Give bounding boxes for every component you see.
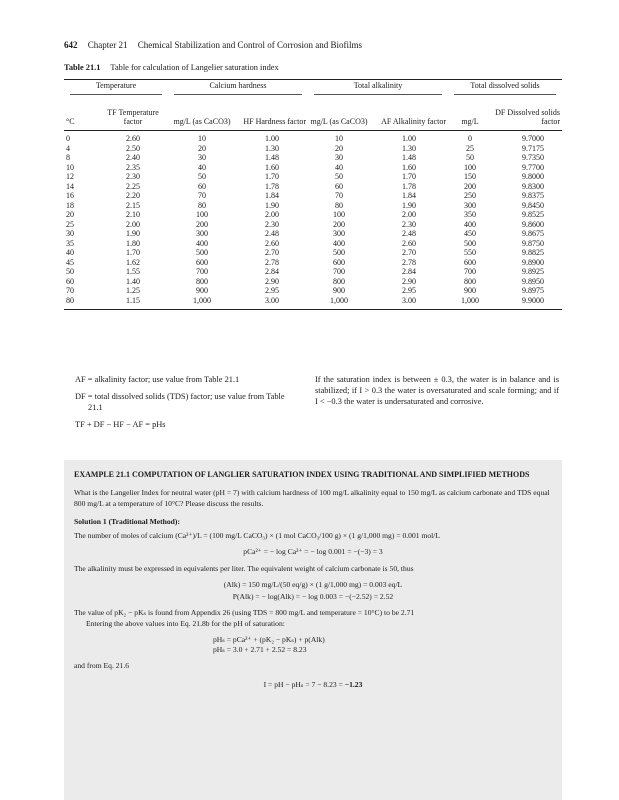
pca-equation: pCa²⁺ = − log Ca²⁺ = − log 0.001 = −(−3) = 3 [243, 547, 383, 557]
table-row [64, 297, 562, 310]
langelier-table [64, 79, 562, 310]
enter-text: Entering the above values into Eq. 21.8b for the pH of saturation: [86, 618, 285, 628]
note-af: AF = alkalinity factor; use value from Table 21.1 [75, 375, 240, 384]
table-cell: 400 [464, 219, 476, 229]
table-cell: 9.9000 [492, 297, 562, 310]
table-cell: 2.15 [126, 200, 140, 210]
table-cell: 1,000 [308, 297, 370, 310]
table-cell: 40 [66, 248, 74, 258]
column-header: mg/L (as CaCO3) [168, 97, 236, 131]
table-cell: 9.8375 [522, 191, 544, 201]
column-header: AF Alkalinity factor [370, 97, 448, 131]
table-cell: 12 [66, 172, 74, 182]
table-cell: 2.90 [402, 276, 416, 286]
table-cell: 2.60 [265, 238, 279, 248]
table-cell: 9.8000 [522, 172, 544, 182]
chapter-title: Chemical Stabilization and Control of Corrosion and Biofilms [137, 40, 362, 50]
table-cell: 10 [335, 134, 343, 144]
table-cell: 1.15 [98, 297, 168, 310]
table-cell: 14 [66, 181, 74, 191]
group-header: Temperature [64, 80, 168, 98]
table-cell: 900 [333, 286, 345, 296]
table-cell: 30 [198, 153, 206, 163]
table-cell: 1.90 [402, 200, 416, 210]
table-cell: 9.7350 [522, 153, 544, 163]
example-box [64, 460, 562, 800]
table-cell: 9.8950 [522, 276, 544, 286]
group-header: Total alkalinity [308, 80, 448, 98]
table-cell: 1.25 [126, 286, 140, 296]
table-cell: 60 [335, 181, 343, 191]
table-cell: 300 [333, 229, 345, 239]
table-cell: 1.78 [265, 181, 279, 191]
table-cell: 9.8450 [522, 200, 544, 210]
table-cell: 1.60 [265, 162, 279, 172]
table-cell: 1.78 [402, 181, 416, 191]
table-cell: 2.40 [126, 153, 140, 163]
table-caption [64, 63, 279, 72]
table-cell: 2.10 [126, 210, 140, 220]
table-cell: 9.8750 [522, 238, 544, 248]
table-cell: 2.60 [402, 238, 416, 248]
table-cell: 9.7000 [522, 134, 544, 144]
table-row [64, 131, 562, 145]
pk-text: The value of pK₂ − pKₛ is found from Appendix 26 (using TDS = 800 mg/L and temperature = 10°C) to be 2.71 [74, 608, 415, 618]
example-question: What is the Langelier Index for neutral water (pH = 7) with calcium hardness of 100 mg/L alkalinity equal to 150 mg/L as calcium carbonate and TDS equal 800 mg/L at a temperature of 10°C? Please discuss the results. [74, 488, 550, 508]
table-cell: 300 [464, 200, 476, 210]
group-header: Total dissolved solids [448, 80, 562, 98]
group-header: Calcium hardness [168, 80, 308, 98]
table-cell: 150 [464, 172, 476, 182]
table-cell: 1.48 [265, 153, 279, 163]
table-cell: 9.8525 [522, 210, 544, 220]
table-cell: 700 [333, 267, 345, 277]
table-cell: 1.48 [402, 153, 416, 163]
table-cell: 40 [335, 162, 343, 172]
table-cell: 550 [464, 248, 476, 258]
table-cell: 80 [64, 297, 98, 310]
table-cell: 1.80 [126, 238, 140, 248]
table-cell: 50 [66, 267, 74, 277]
table-cell: 2.00 [265, 210, 279, 220]
table-cell: 1.00 [265, 134, 279, 144]
solution-heading: Solution 1 (Traditional Method): [74, 516, 180, 526]
table-cell: 2.20 [126, 191, 140, 201]
column-header: mg/L (as CaCO3) [308, 97, 370, 131]
table-cell: 9.8925 [522, 267, 544, 277]
table-cell: 100 [464, 162, 476, 172]
column-header: DF Dissolved solids factor [492, 97, 562, 131]
table-cell: 700 [464, 267, 476, 277]
table-cell: 2.90 [265, 276, 279, 286]
note-df: DF = total dissolved solids (TDS) factor; use value from Table 21.1 [75, 391, 285, 412]
table-cell: 45 [66, 257, 74, 267]
final-value: −1.23 [344, 679, 363, 689]
running-header [64, 40, 362, 50]
table-cell: 400 [196, 238, 208, 248]
table-cell: 2.84 [265, 267, 279, 277]
table-cell: 1.55 [126, 267, 140, 277]
table-cell: 9.8975 [522, 286, 544, 296]
table-cell: 9.7700 [522, 162, 544, 172]
final-equation: I = pH − pHₛ = 7 − 8.23 = −1.23 [263, 679, 363, 689]
table-cell: 2.50 [126, 143, 140, 153]
table-cell: 200 [333, 219, 345, 229]
table-cell: 20 [335, 143, 343, 153]
table-cell: 2.78 [265, 257, 279, 267]
alk-equation-1: (Alk) = 150 mg/L/(50 eq/g) × (1 g/1,000 mg) = 0.003 eq/L [223, 579, 403, 589]
table-cell: 18 [66, 200, 74, 210]
table-cell: 16 [66, 191, 74, 201]
table-cell: 20 [66, 210, 74, 220]
table-cell: 350 [464, 210, 476, 220]
table-cell: 1.62 [126, 257, 140, 267]
column-header: HF Hardness factor [236, 97, 308, 131]
table-cell: 1.70 [402, 172, 416, 182]
table-cell: 600 [464, 257, 476, 267]
moles-line: The number of moles of calcium (Ca²⁺)/L = (100 mg/L CaCO₃) × (1 mol CaCO₃/100 g) × (1 g/1,000 mg) = 0.001 mol/L [74, 531, 441, 541]
column-header: mg/L [448, 97, 492, 131]
table-cell: 1,000 [168, 297, 236, 310]
table-cell: 2.78 [402, 257, 416, 267]
table-cell: 2.48 [265, 229, 279, 239]
table-cell: 25 [466, 143, 474, 153]
phs-equations [213, 635, 413, 656]
from-eq-text: and from Eq. 21.6 [74, 661, 130, 671]
table-cell: 1.84 [265, 191, 279, 201]
table-cell: 4 [66, 143, 70, 153]
table-cell: 800 [196, 276, 208, 286]
phs-equation-1: pHₛ = pCa²⁺ + (pK₂ − pKₛ) + p(Alk) [213, 634, 325, 644]
table-cell: 2.30 [402, 219, 416, 229]
table-cell: 500 [333, 248, 345, 258]
table-cell: 9.8900 [522, 257, 544, 267]
table-cell: 1.90 [126, 229, 140, 239]
table-label: Table 21.1 [64, 63, 101, 72]
table-cell: 800 [333, 276, 345, 286]
table-cell: 1.00 [402, 134, 416, 144]
table-cell: 2.95 [265, 286, 279, 296]
table-cell: 200 [196, 219, 208, 229]
table-cell: 0 [468, 134, 472, 144]
example-title: EXAMPLE 21.1 COMPUTATION OF LANGLIER SATURATION INDEX USING TRADITIONAL AND SIMPLIFIED METHODS [74, 470, 530, 479]
page-number: 642 [64, 40, 78, 50]
table-cell: 100 [333, 210, 345, 220]
saturation-note: If the saturation index is between ± 0.3, the water is in balance and is stabilized; if I > 0.3 the water is oversaturated and scale forming; and if I < −0.3 the water is undersaturated and corrosive. [315, 375, 559, 406]
table-cell: 50 [335, 172, 343, 182]
table-cell: 400 [333, 238, 345, 248]
table-cell: 80 [198, 200, 206, 210]
table-cell: 35 [66, 238, 74, 248]
table-cell: 2.30 [265, 219, 279, 229]
alkalinity-text: The alkalinity must be expressed in equivalents per liter. The equivalent weight of calcium carbonate is 50, thus [74, 563, 414, 573]
table-cell: 2.35 [126, 162, 140, 172]
table-cell: 1.30 [265, 143, 279, 153]
table-cell: 2.00 [402, 210, 416, 220]
table-cell: 60 [66, 276, 74, 286]
table-cell: 50 [198, 172, 206, 182]
table-caption-text: Table for calculation of Langelier saturation index [110, 63, 279, 72]
note-formula: TF + DF − HF − AF = pHs [75, 419, 166, 429]
table-cell: 2.00 [126, 219, 140, 229]
table-cell: 1.70 [126, 248, 140, 258]
table-cell: 2.84 [402, 267, 416, 277]
table-cell: 1.70 [265, 172, 279, 182]
table-cell: 70 [335, 191, 343, 201]
table-cell: 3.00 [370, 297, 448, 310]
table-cell: 80 [335, 200, 343, 210]
table-cell: 2.70 [402, 248, 416, 258]
column-header: TF Temperature factor [98, 97, 168, 131]
table-cell: 9.8675 [522, 229, 544, 239]
table-cell: 500 [196, 248, 208, 258]
table-cell: 30 [66, 229, 74, 239]
table-cell: 2.95 [402, 286, 416, 296]
table-cell: 2.30 [126, 172, 140, 182]
table-cell: 3.00 [236, 297, 308, 310]
table-cell: 1.30 [402, 143, 416, 153]
table-cell: 9.8825 [522, 248, 544, 258]
table-cell: 600 [196, 257, 208, 267]
table-notes [75, 375, 297, 437]
phs-equation-2: pHₛ = 3.0 + 2.71 + 2.52 = 8.23 [213, 645, 307, 655]
table-cell: 900 [196, 286, 208, 296]
table-cell: 1,000 [448, 297, 492, 310]
table-cell: 2.60 [126, 134, 140, 144]
table-cell: 60 [198, 181, 206, 191]
table-cell: 600 [333, 257, 345, 267]
table-cell: 900 [464, 286, 476, 296]
table-cell: 200 [464, 181, 476, 191]
table-cell: 1.60 [402, 162, 416, 172]
table-cell: 9.8600 [522, 219, 544, 229]
table-cell: 1.40 [126, 276, 140, 286]
table-cell: 9.7175 [522, 143, 544, 153]
table-cell: 1.90 [265, 200, 279, 210]
table-cell: 450 [464, 229, 476, 239]
table-cell: 500 [464, 238, 476, 248]
table-cell: 250 [464, 191, 476, 201]
column-header: °C [64, 97, 98, 131]
chapter-label: Chapter 21 [87, 40, 128, 50]
table-cell: 10 [66, 162, 74, 172]
table-cell: 800 [464, 276, 476, 286]
table-cell: 40 [198, 162, 206, 172]
table-cell: 2.48 [402, 229, 416, 239]
table-cell: 30 [335, 153, 343, 163]
table-cell: 25 [66, 219, 74, 229]
table-cell: 20 [198, 143, 206, 153]
table-cell: 700 [196, 267, 208, 277]
table-cell: 8 [66, 153, 70, 163]
table-cell: 50 [466, 153, 474, 163]
alk-equation-2: P(Alk) = − log(Alk) = − log 0.003 = −(−2.52) = 2.52 [232, 592, 394, 602]
table-cell: 70 [66, 286, 74, 296]
table-cell: 0 [66, 134, 70, 144]
table-cell: 100 [196, 210, 208, 220]
table-cell: 2.70 [265, 248, 279, 258]
table-cell: 70 [198, 191, 206, 201]
table-cell: 1.84 [402, 191, 416, 201]
table-cell: 300 [196, 229, 208, 239]
table-cell: 2.25 [126, 181, 140, 191]
table-cell: 9.8300 [522, 181, 544, 191]
table-cell: 10 [198, 134, 206, 144]
